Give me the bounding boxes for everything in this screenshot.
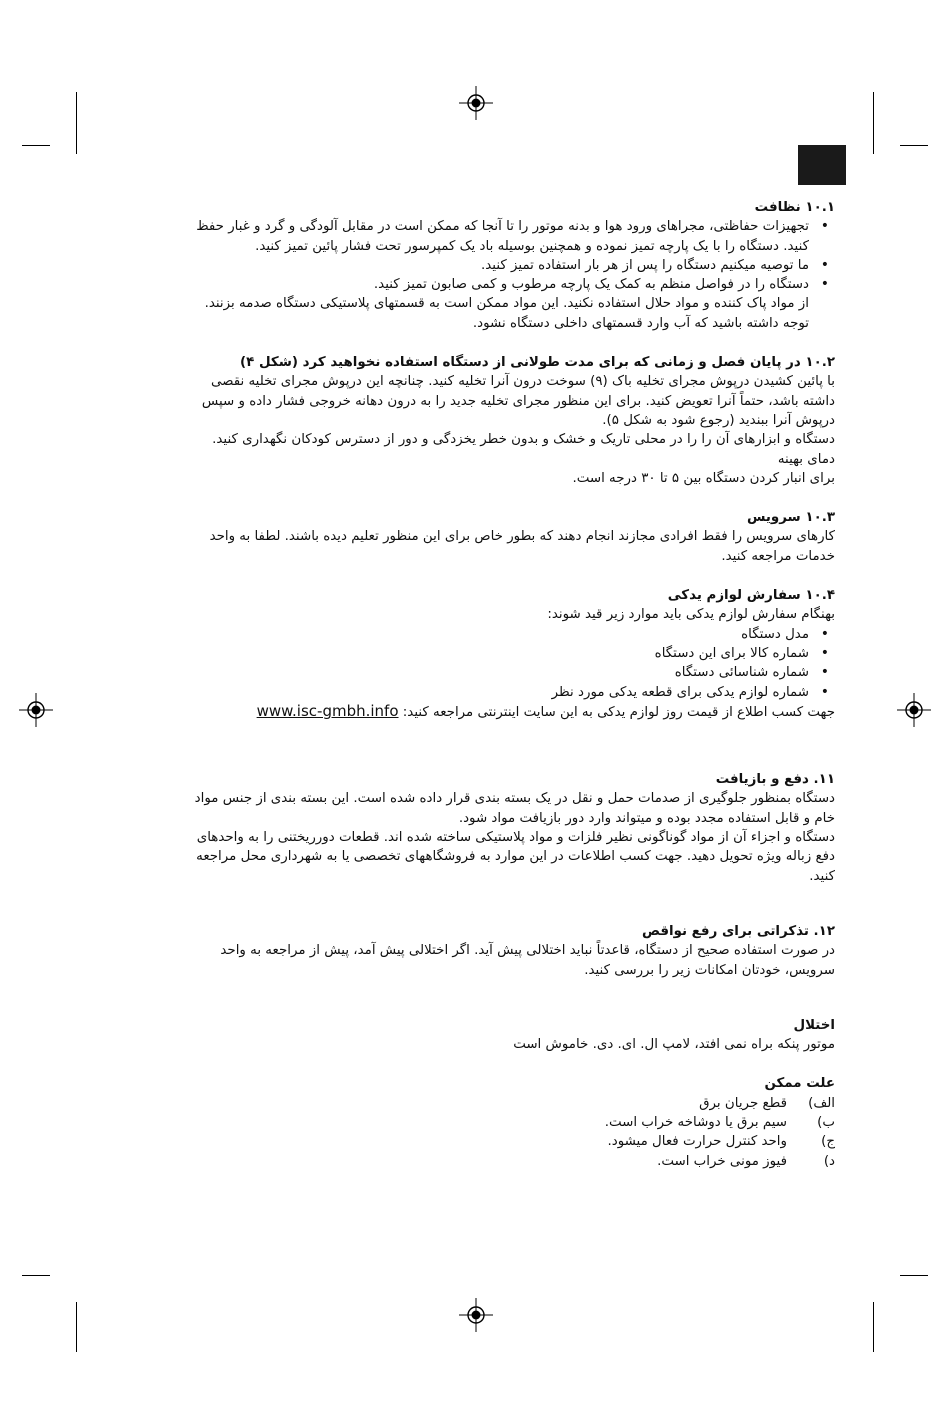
list-item	[185, 1132, 835, 1151]
language-tab-block	[798, 145, 846, 185]
service-paragraph: کارهای سرویس را فقط افرادی مجازند انجام دهند که بطور خاص برای این منظور تعلیم دیده باشند. لطفا به واحد خدمات مراجعه کنید.	[209, 529, 835, 564]
crop-mark-top-left-h	[22, 145, 50, 146]
list-item: • شماره کالا برای این دستگاه	[185, 644, 835, 663]
crop-mark-top-left-v	[76, 92, 77, 154]
causes-list	[185, 1094, 835, 1171]
cleaning-bullet-list	[185, 217, 835, 294]
spare-parts-website-text: جهت کسب اطلاع از قیمت روز لوازم یدکی به این سایت اینترنتی مراجعه کنید:	[402, 704, 835, 720]
cause-text: فیوز مونی خراب است.	[657, 1153, 787, 1169]
cause-label: د)	[823, 1153, 835, 1169]
section-heading-service: ۱۰.۳ سرویس	[746, 510, 835, 526]
cause-text: قطع جریان برق	[699, 1095, 787, 1111]
list-item: • ما توصیه میکنیم دستگاه را پس از هر بار استفاده تمیز کنید.	[185, 256, 835, 275]
spare-parts-bullet-list	[185, 625, 835, 702]
crop-mark-bottom-left-v	[76, 1302, 77, 1352]
list-item	[185, 1094, 835, 1113]
spare-parts-website-line	[185, 702, 835, 722]
cause-label: الف)	[808, 1095, 835, 1111]
crop-mark-bottom-left-h	[22, 1275, 50, 1276]
spare-parts-intro: بهنگام سفارش لوازم یدکی باید موارد زیر قید شوند:	[547, 607, 835, 623]
cause-label: ج)	[821, 1134, 835, 1150]
disposal-paragraph-materials: دستگاه و اجزاء آن از مواد گوناگونی نظیر فلزات و مواد پلاستیکی ساخته شده اند. قطعات دورریختنی را به واحدهای دفع زباله ویژه تحویل دهید. جهت کسب اطلاعات در این موارد به فروشگاههای تخصصی یا به شهرداری محل مراجعه کنید.	[196, 830, 835, 884]
section-heading-spare-parts: ۱۰.۴ سفارش لوازم یدکی	[667, 588, 835, 604]
registration-mark-bottom-icon	[459, 1298, 493, 1332]
list-item: • مدل دستگاه	[185, 625, 835, 644]
crop-mark-top-right-h	[900, 145, 928, 146]
registration-mark-right-icon	[897, 693, 931, 727]
section-heading-storage: ۱۰.۲ در پایان فصل و زمانی که برای مدت طولانی از دستگاه استفاده نخواهید کرد (شکل ۴)	[240, 355, 835, 371]
disposal-paragraph-packaging: دستگاه بمنظور جلوگیری از صدمات حمل و نقل در یک بسته بندی قرار داده شده است. این بسته بندی از جنس مواد خام و قابل استفاده مجدد بوده و میتواند وارد دور بازیافت مواد شود.	[194, 791, 835, 826]
section-heading-cleaning: ۱۰.۱ نظافت	[754, 200, 835, 215]
crop-mark-bottom-right-v	[873, 1302, 874, 1352]
document-body	[185, 198, 835, 1171]
list-item: • شماره لوازم یدکی برای قطعه یدکی مورد نظر	[185, 683, 835, 702]
list-item: • تجهیزات حفاظتی، مجراهای ورود هوا و بدنه موتور را تا آنجا که ممکن است در مقابل آلودگی و گرد و غبار حفظ کنید. دستگاه را با یک پارچه تمیز نموده و همچنین بوسیله باد یک کمپرسور تحت فشار پائین تمیز کنید.	[185, 217, 835, 256]
list-item	[185, 1152, 835, 1171]
causes-heading: علت ممکن	[764, 1076, 835, 1092]
list-item: • شماره شناسائی دستگاه	[185, 663, 835, 682]
fault-heading: اختلال	[793, 1017, 835, 1033]
cause-label: ب)	[817, 1114, 835, 1130]
section-heading-disposal: ۱۱. دفع و بازیافت	[715, 772, 835, 788]
registration-mark-top-icon	[459, 86, 493, 120]
cause-text: واحد کنترل حرارت فعال میشود.	[607, 1134, 787, 1150]
cause-text: سیم برق یا دوشاخه خراب است.	[604, 1114, 787, 1130]
list-item: • دستگاه را در فواصل منظم به کمک یک پارچه مرطوب و کمی صابون تمیز کنید.	[185, 275, 835, 294]
storage-paragraph-temperature: برای انبار کردن دستگاه بین ۵ تا ۳۰ درجه است.	[572, 470, 835, 486]
section-heading-troubleshooting: ۱۲. تذکراتی برای رفع نواقص	[641, 923, 835, 939]
crop-mark-top-right-v	[873, 92, 874, 154]
storage-paragraph-drain: با پائین کشیدن درپوش مجرای تخلیه باک (۹) سوخت درون آنرا تخلیه کنید. چنانچه این درپوش مجرای تخلیه نقصی داشته باشد، حتماً آنرا تعویض کنید. برای این منظور مجرای تخلیه جدید را به درون دهانه خروجی فشار داده و سپس درپوش آنرا ببندید (رجوع شود به شکل ۵).	[201, 374, 835, 428]
troubleshooting-paragraph: در صورت استفاده صحیح از دستگاه، قاعدتاً نباید اختلالی پیش آید. اگر اختلالی پیش آمد، پیش از مراجعه به واحد سرویس، خودتان امکانات زیر را بررسی کنید.	[220, 943, 835, 978]
fault-text: موتور پنکه براه نمی افتد، لامپ ال. ای. دی. خاموش است	[513, 1037, 835, 1053]
website-link[interactable]: www.isc-gmbh.info	[256, 701, 399, 720]
list-item	[185, 1113, 835, 1132]
crop-mark-bottom-right-h	[900, 1275, 928, 1276]
registration-mark-left-icon	[19, 693, 53, 727]
storage-paragraph-place: دستگاه و ابزارهای آن را را در محلی تاریک و خشک و بدون خطر یخزدگی و دور از دسترس کودکان نگهداری کنید. دمای بهینه	[212, 432, 835, 467]
cleaning-note-solvents: از مواد پاک کننده و مواد حلال استفاده نکنید. این مواد ممکن است به قسمتهای پلاستیکی دستگاه صدمه بزنند.	[204, 296, 809, 312]
cleaning-note-water: توجه داشته باشید که آب وارد قسمتهای داخلی دستگاه نشود.	[472, 315, 809, 331]
